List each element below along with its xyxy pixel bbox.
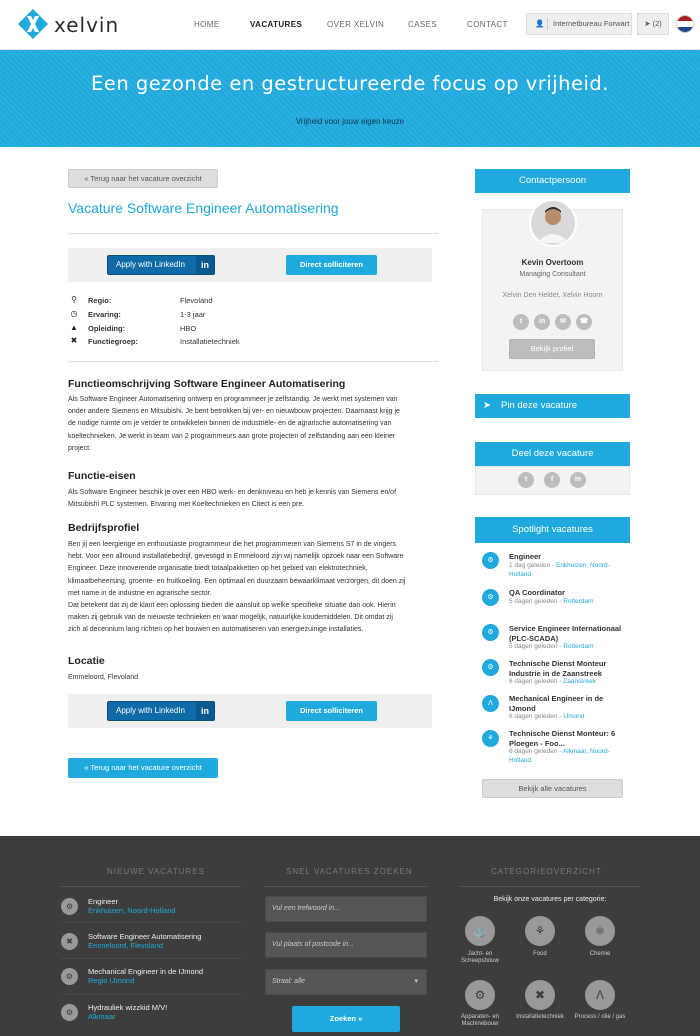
pinned-count: (2) bbox=[652, 19, 662, 28]
facebook-icon[interactable]: f bbox=[544, 472, 560, 488]
footer-vacancy-title[interactable]: Software Engineer Automatisering bbox=[88, 932, 202, 941]
footer-categories-heading: CATEGORIEOVERZICHT bbox=[491, 867, 602, 876]
footer-vacancy-place[interactable]: Enkhuizen, Noord-Holland bbox=[88, 906, 176, 915]
category-label[interactable]: Chemie bbox=[589, 951, 611, 957]
divider bbox=[61, 886, 241, 887]
spotlight-ago: 6 dagen geleden - bbox=[509, 713, 564, 720]
back-to-overview-button[interactable]: « Terug naar het vacature overzicht bbox=[68, 169, 218, 188]
spotlight-title[interactable]: Engineer bbox=[509, 552, 542, 561]
nav-cases[interactable]: CASES bbox=[408, 20, 438, 29]
section-body-functieomschrijving: Als Software Engineer Automatisering ontwerp en programmeer je zelfstandig. Je werkt met systemen van onder andere Siemens en Mitsubishi. Je bent betrokken bij ver- en nieuwbouw projecten. Daarnaast krijg je de nodige ruimte om je verder te ontwikkelen binnen de industriële- en de agrarische automatisering van koeltechnieken. Je werkt in team van 2 programmeurs aan grote projecten of zelfstanding aan een kleiner project. bbox=[68, 396, 400, 452]
linkedin-button-label: Apply with LinkedIn bbox=[116, 260, 185, 269]
logo[interactable] bbox=[18, 9, 118, 41]
clock-icon: ◷ bbox=[70, 309, 78, 318]
footer-quick-search-heading: SNEL VACATURES ZOEKEN bbox=[286, 867, 413, 876]
logo-mark-icon bbox=[18, 9, 48, 39]
divider bbox=[68, 233, 438, 234]
graduation-cap-icon: ▲ bbox=[70, 323, 78, 332]
meta-key-functiegroep: Functiegroep: bbox=[88, 337, 138, 346]
share-vacancy-header: Deel deze vacature bbox=[475, 442, 630, 466]
cutlery-icon[interactable]: ⚘ bbox=[525, 916, 555, 946]
meta-key-ervaring: Ervaring: bbox=[88, 310, 121, 319]
compass-icon: Λ bbox=[482, 695, 499, 712]
category-label[interactable]: Apparaten- en Machinebouw bbox=[460, 1014, 500, 1027]
pin-vacancy-button[interactable] bbox=[475, 394, 630, 418]
chevron-down-icon: ▾ bbox=[414, 978, 418, 985]
view-profile-button[interactable]: Bekijk profiel bbox=[509, 339, 595, 359]
gear-icon: ⚙ bbox=[482, 659, 499, 676]
tools-icon: ✖ bbox=[61, 933, 78, 950]
footer-vacancy-title[interactable]: Hydrauliek wizzkid M/V! bbox=[88, 1003, 168, 1012]
back-to-overview-button-bottom[interactable]: « Terug naar het vacature overzicht bbox=[68, 758, 218, 778]
tools-icon[interactable]: ✖ bbox=[525, 980, 555, 1010]
footer-new-vacancies-heading: NIEUWE VACATURES bbox=[107, 867, 205, 876]
section-body-locatie: Emmeloord, Flevoland bbox=[68, 674, 139, 681]
email-icon[interactable]: ✉ bbox=[555, 314, 571, 330]
atom-icon[interactable]: ⚛ bbox=[585, 916, 615, 946]
category-label[interactable]: Installatietechniek bbox=[516, 1014, 564, 1020]
spotlight-place[interactable]: Rotterdam bbox=[563, 643, 594, 650]
nav-contact[interactable]: CONTACT bbox=[467, 20, 508, 29]
ship-icon[interactable]: ⚓ bbox=[465, 916, 495, 946]
spotlight-place[interactable]: Enkhuizen, Noord-Holland bbox=[509, 562, 610, 578]
divider bbox=[460, 886, 640, 887]
divider bbox=[68, 361, 438, 362]
gear-icon[interactable]: ⚙ bbox=[465, 980, 495, 1010]
spotlight-ago: 6 dagen geleden - bbox=[509, 678, 564, 685]
spotlight-meta bbox=[509, 643, 627, 652]
categories-intro: Bekijk onze vacatures per categorie: bbox=[493, 896, 607, 903]
avatar bbox=[529, 199, 577, 247]
page-title: Vacature Software Engineer Automatisering bbox=[68, 200, 339, 216]
linkedin-icon[interactable]: in bbox=[534, 314, 550, 330]
nav-home[interactable]: HOME bbox=[194, 20, 220, 29]
spotlight-ago: 5 dagen geleden - bbox=[509, 598, 564, 605]
hero-subtitle: Vrijheid voor jouw eigen keuze bbox=[295, 117, 405, 126]
spotlight-meta bbox=[509, 713, 627, 722]
gear-icon: ⚙ bbox=[482, 624, 499, 641]
spotlight-place[interactable]: IJmond bbox=[563, 713, 585, 720]
spotlight-title[interactable]: Service Engineer Internationaal (PLC-SCADA) bbox=[509, 624, 622, 643]
logo-text: xelvin bbox=[54, 13, 120, 37]
category-label[interactable]: Jacht- en Scheepsbouw bbox=[461, 951, 499, 964]
spotlight-ago: 6 dagen geleden - bbox=[509, 748, 563, 755]
spotlight-place[interactable]: Alkmaar, Noord-Holland bbox=[509, 748, 610, 764]
meta-value-opleiding: HBO bbox=[180, 324, 197, 333]
apply-direct-button[interactable]: Direct solliciteren bbox=[286, 255, 377, 275]
gear-icon: ⚙ bbox=[61, 898, 78, 915]
pin-icon: ➤ bbox=[644, 19, 651, 28]
spotlight-place[interactable]: Zaanstreek bbox=[563, 678, 596, 685]
contact-role: Managing Consultant bbox=[519, 271, 586, 278]
view-all-vacancies-button[interactable]: Bekijk alle vacatures bbox=[482, 779, 623, 798]
spotlight-title[interactable]: Technische Dienst Monteur Industrie in de Zaanstreek bbox=[509, 659, 607, 678]
apply-linkedin-button[interactable] bbox=[107, 255, 215, 275]
hero-banner bbox=[0, 50, 700, 147]
footer-vacancy-place[interactable]: Alkmaar bbox=[88, 1012, 116, 1021]
user-name: Internetbureau Forwart bbox=[553, 19, 630, 28]
footer-vacancy-place[interactable]: Emmeloord, Flevoland bbox=[88, 941, 164, 950]
apply-linkedin-button-bottom[interactable] bbox=[107, 701, 215, 721]
spotlight-meta bbox=[509, 678, 627, 687]
hero-title: Een gezonde en gestructureerde focus op vrijheid. bbox=[91, 72, 609, 95]
linkedin-icon[interactable]: in bbox=[570, 472, 586, 488]
map-pin-icon: ⚲ bbox=[71, 295, 77, 304]
section-body-functie-eisen: Als Software Engineer beschik je over een HBO werk- en denkniveau en heb je kennis van Siemens en/of Mitsubishi PLC systemen. Ervaring met Koeltechnieken en Citect is een pre. bbox=[68, 489, 397, 509]
gear-icon: ⚙ bbox=[482, 552, 499, 569]
gear-icon: ⚙ bbox=[61, 968, 78, 985]
twitter-icon[interactable]: t bbox=[513, 314, 529, 330]
radius-select[interactable] bbox=[265, 969, 427, 995]
apply-direct-button-bottom[interactable]: Direct solliciteren bbox=[286, 701, 377, 721]
divider bbox=[547, 18, 548, 30]
linkedin-icon: in bbox=[196, 256, 214, 274]
nav-vacatures[interactable]: VACATURES bbox=[250, 20, 303, 29]
spotlight-ago: 5 dagen geleden - bbox=[509, 643, 564, 650]
meta-value-functiegroep: Installatietechniek bbox=[180, 337, 240, 346]
language-flag-icon[interactable] bbox=[676, 15, 694, 33]
pin-vacancy-label: Pin deze vacature bbox=[501, 400, 578, 411]
user-icon: 👤 bbox=[535, 19, 545, 28]
meta-value-ervaring: 1-3 jaar bbox=[180, 310, 206, 319]
spotlight-header: Spotlight vacatures bbox=[475, 517, 630, 543]
contact-name: Kevin Overtoom bbox=[521, 258, 584, 267]
tools-icon: ✖ bbox=[70, 336, 78, 345]
meta-key-opleiding: Opleiding: bbox=[88, 324, 126, 333]
section-heading-functie-eisen: Functie-eisen bbox=[68, 470, 136, 482]
section-body-bedrijfsprofiel: Ben jij een leergierige en enthousiaste programmeur die het programmeren van Siemens S7 in de vingers hebt. Voor een allround installatiebedrijf, gevestigd in Emmeloord zijn wij namelijk opzoek naar een Software Engineer. Deze innoverende organisatie biedt totaalpakketten op het gebied van elektrotechniek, klimaatbeheersing, groente- en fruitkoeling. Een optimaal en duurzaam bewaarklimaat verzorgen, dit doen zij met name in de industrie en agrarische sector. Dat betekent dat zij de klant een oplossing bieden die aansluit op welke specifieke situatie dan ook. Hierin maken zij gebruik van de nieuwste technieken en waar mogelijk, natuurlijke koudemiddelen. Dit omdat zij zich al decennium lang richten op het bouwen en automatiseren van energiezuinige installaties. bbox=[68, 541, 406, 634]
divider bbox=[61, 922, 241, 923]
footer-vacancy-title[interactable]: Mechanical Engineer in de IJmond bbox=[88, 967, 204, 976]
nav-over-xelvin[interactable]: OVER XELVIN bbox=[327, 20, 385, 29]
section-heading-locatie: Locatie bbox=[68, 655, 105, 667]
spotlight-meta bbox=[509, 598, 627, 607]
compass-icon[interactable]: Λ bbox=[585, 980, 615, 1010]
pinned-vacancies-button[interactable] bbox=[637, 13, 669, 35]
gear-icon: ⚙ bbox=[482, 589, 499, 606]
footer-vacancy-title[interactable]: Engineer bbox=[88, 897, 119, 906]
radius-select-value: Straal: alle bbox=[272, 978, 306, 985]
meta-value-regio: Flevoland bbox=[180, 296, 213, 305]
phone-icon[interactable]: ☎ bbox=[576, 314, 592, 330]
twitter-icon[interactable]: t bbox=[518, 472, 534, 488]
spotlight-meta bbox=[509, 748, 627, 766]
gear-icon: ⚙ bbox=[61, 1004, 78, 1021]
spotlight-ago: 1 dag geleden - bbox=[509, 562, 556, 569]
pin-icon: ➤ bbox=[483, 400, 491, 411]
keyword-input[interactable]: Vul een trefwoord in... bbox=[265, 896, 427, 922]
divider bbox=[61, 994, 241, 995]
section-heading-bedrijfsprofiel: Bedrijfsprofiel bbox=[68, 522, 140, 534]
header bbox=[0, 0, 700, 50]
category-label[interactable]: Food bbox=[533, 951, 547, 957]
meta-key-regio: Regio: bbox=[88, 296, 112, 305]
spotlight-title[interactable]: QA Coordinator bbox=[509, 588, 565, 597]
spotlight-place[interactable]: Rotterdam bbox=[563, 598, 594, 605]
category-label[interactable]: Process / olie / gas bbox=[574, 1014, 626, 1020]
linkedin-icon: in bbox=[196, 702, 214, 720]
section-heading-functieomschrijving: Functieomschrijving Software Engineer Automatisering bbox=[68, 378, 346, 390]
cutlery-icon: ⚘ bbox=[482, 730, 499, 747]
footer-vacancy-place[interactable]: Regio IJmond bbox=[88, 976, 135, 985]
contact-person-header: Contactpersoon bbox=[475, 169, 630, 193]
spotlight-meta bbox=[509, 562, 627, 580]
location-input[interactable]: Vul plaats of postcode in... bbox=[265, 932, 427, 958]
linkedin-button-label: Apply with LinkedIn bbox=[116, 706, 185, 715]
user-account-button[interactable] bbox=[526, 13, 632, 35]
divider bbox=[61, 958, 241, 959]
search-button[interactable]: Zoeken » bbox=[292, 1006, 400, 1032]
spotlight-title[interactable]: Mechanical Engineer in de IJmond bbox=[509, 694, 604, 713]
divider bbox=[265, 886, 427, 887]
spotlight-title[interactable]: Technische Dienst Monteur: 6 Ploegen - Foo... bbox=[509, 729, 616, 748]
contact-office: Xelvin Den Helder, Xelvin Hoorn bbox=[502, 292, 603, 299]
